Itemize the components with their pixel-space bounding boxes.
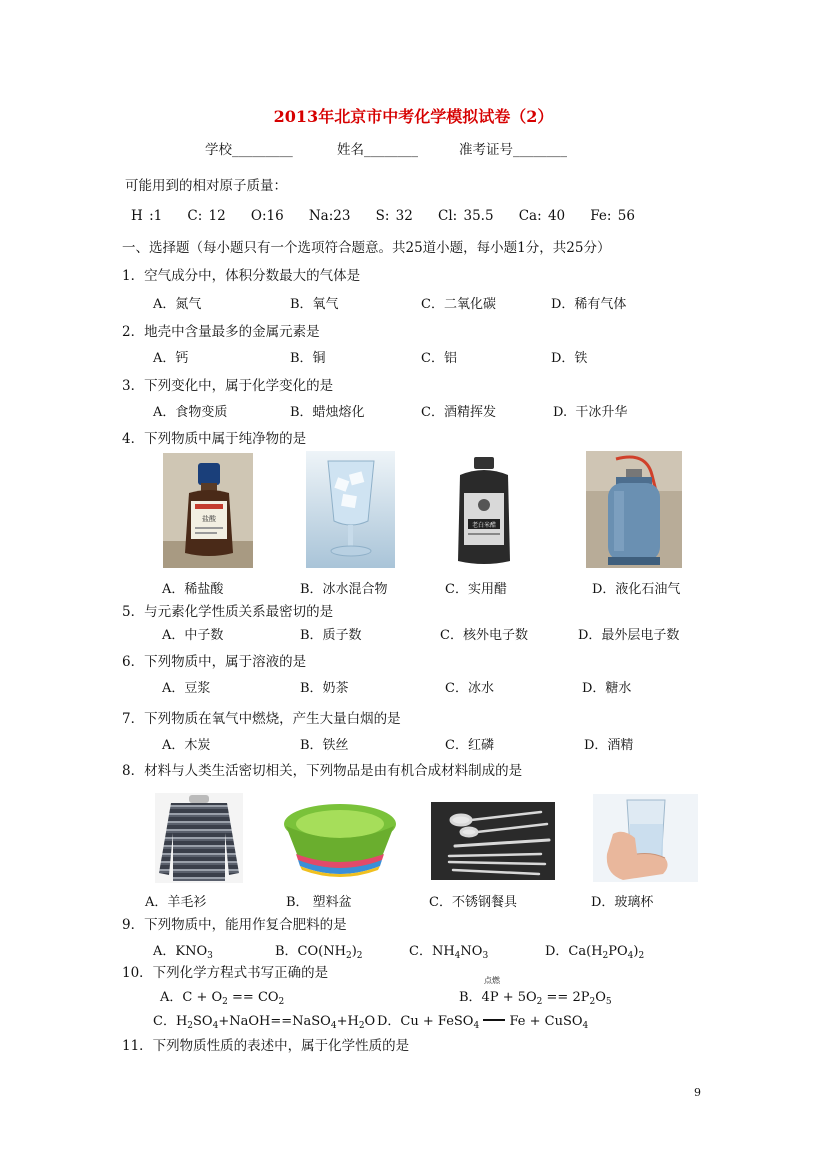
q3-option-b: B．蜡烛熔化 xyxy=(290,405,365,420)
vinegar-bottle-image xyxy=(450,453,518,568)
bottle-label-text: 盐酸 xyxy=(202,515,216,523)
q10-option-c: C．$H_2SO_4+NaOH==NaSO_4+H_2O$ xyxy=(153,1014,376,1031)
wool-sweater-image xyxy=(155,793,243,883)
plastic-basin-image xyxy=(282,800,398,882)
q1-option-b: B．氧气 xyxy=(290,297,339,312)
question-10: 10．下列化学方程式书写正确的是 xyxy=(122,965,329,981)
question-7: 7．下列物质在氧气中燃烧，产生大量白烟的是 xyxy=(122,711,401,727)
exam-id-field: 准考证号________ xyxy=(459,142,567,158)
q4-option-b: B．冰水混合物 xyxy=(300,582,388,597)
q4-option-d: D．液化石油气 xyxy=(592,582,681,597)
q6-option-b: B．奶茶 xyxy=(300,681,349,696)
q10-option-b: B．$4P + 5O_2 == 2P_2O_5$ xyxy=(459,990,612,1007)
glass-cup-image xyxy=(593,794,698,882)
q6-option-c: C．冰水 xyxy=(445,681,494,696)
question-2: 2．地壳中含量最多的金属元素是 xyxy=(122,324,320,340)
q5-option-b: B．质子数 xyxy=(300,628,362,643)
question-4: 4．下列物质中属于纯净物的是 xyxy=(122,431,307,447)
section-heading: 一、选择题（每小题只有一个选项符合题意。共25道小题，每小题1分，共25分） xyxy=(122,240,611,256)
q8-option-b: B． 塑料盆 xyxy=(286,895,352,910)
page-title: 2013年北京市中考化学模拟试卷（2） xyxy=(273,107,554,126)
q1-option-d: D．稀有气体 xyxy=(551,297,627,312)
q1-option-a: A．氮气 xyxy=(153,297,202,312)
question-1: 1．空气成分中，体积分数最大的气体是 xyxy=(122,268,361,284)
stainless-cutlery-image xyxy=(431,802,555,880)
q7-option-b: B．铁丝 xyxy=(300,738,349,753)
q2-option-d: D．铁 xyxy=(551,351,588,366)
q8-option-c: C．不锈钢餐具 xyxy=(429,895,517,910)
ice-water-glass-image xyxy=(306,451,395,568)
q2-option-a: A．钙 xyxy=(153,351,189,366)
hydrochloric-acid-bottle-image xyxy=(163,453,253,568)
question-9: 9．下列物质中，能用作复合肥料的是 xyxy=(122,917,347,933)
q5-option-c: C．核外电子数 xyxy=(440,628,528,643)
q8-option-d: D．玻璃杯 xyxy=(591,895,654,910)
q8-option-a: A．羊毛衫 xyxy=(145,895,207,910)
q6-option-a: A．豆浆 xyxy=(162,681,211,696)
atomic-masses: H :1 C: 12 O:16 Na:23 S: 32 Cl: 35.5 Ca: 40 Fe: 56 xyxy=(131,208,635,224)
question-5: 5．与元素化学性质关系最密切的是 xyxy=(122,604,334,620)
q2-option-c: C．铝 xyxy=(421,351,457,366)
name-field: 姓名________ xyxy=(337,142,418,158)
q9-option-d: D．$Ca(H_2PO_4)_2$ xyxy=(545,944,645,961)
q4-option-a: A．稀盐酸 xyxy=(162,582,224,597)
q6-option-d: D．糖水 xyxy=(582,681,632,696)
question-11: 11．下列物质性质的表述中，属于化学性质的是 xyxy=(122,1038,410,1054)
vinegar-label-text: 老白米醋 xyxy=(471,522,497,529)
q10-option-a: A．$C + O_2 == CO_2$ xyxy=(160,990,285,1007)
q10-option-d: D．Cu + FeSO$_4$ Fe + CuSO$_4$ xyxy=(377,1014,589,1031)
q7-option-c: C．红磷 xyxy=(445,738,494,753)
school-field: 学校_________ xyxy=(205,142,293,158)
q2-option-b: B．铜 xyxy=(290,351,326,366)
q7-option-a: A．木炭 xyxy=(162,738,211,753)
q3-option-a: A．食物变质 xyxy=(153,405,228,420)
question-6: 6．下列物质中，属于溶液的是 xyxy=(122,654,307,670)
q3-option-d: D. 干冰升华 xyxy=(553,405,628,420)
atomic-mass-intro: 可能用到的相对原子质量： xyxy=(125,178,287,194)
q5-option-d: D．最外层电子数 xyxy=(578,628,680,643)
q5-option-a: A．中子数 xyxy=(162,628,224,643)
q9-option-a: A．$KNO_3$ xyxy=(153,944,213,961)
q10-condition: 点燃 xyxy=(484,976,500,985)
question-3: 3．下列变化中，属于化学变化的是 xyxy=(122,378,334,394)
q9-option-c: C．$NH_4NO_3$ xyxy=(409,944,489,961)
q1-option-c: C．二氧化碳 xyxy=(421,297,496,312)
q9-option-b: B．$CO(NH_2)_2$ xyxy=(275,944,363,961)
q4-option-c: C．实用醋 xyxy=(445,582,507,597)
lpg-tank-image xyxy=(586,451,682,568)
question-8: 8．材料与人类生活密切相关，下列物品是由有机合成材料制成的是 xyxy=(122,763,523,779)
q7-option-d: D．酒精 xyxy=(584,738,634,753)
q3-option-c: C．酒精挥发 xyxy=(421,405,496,420)
page-number: 9 xyxy=(694,1086,701,1099)
